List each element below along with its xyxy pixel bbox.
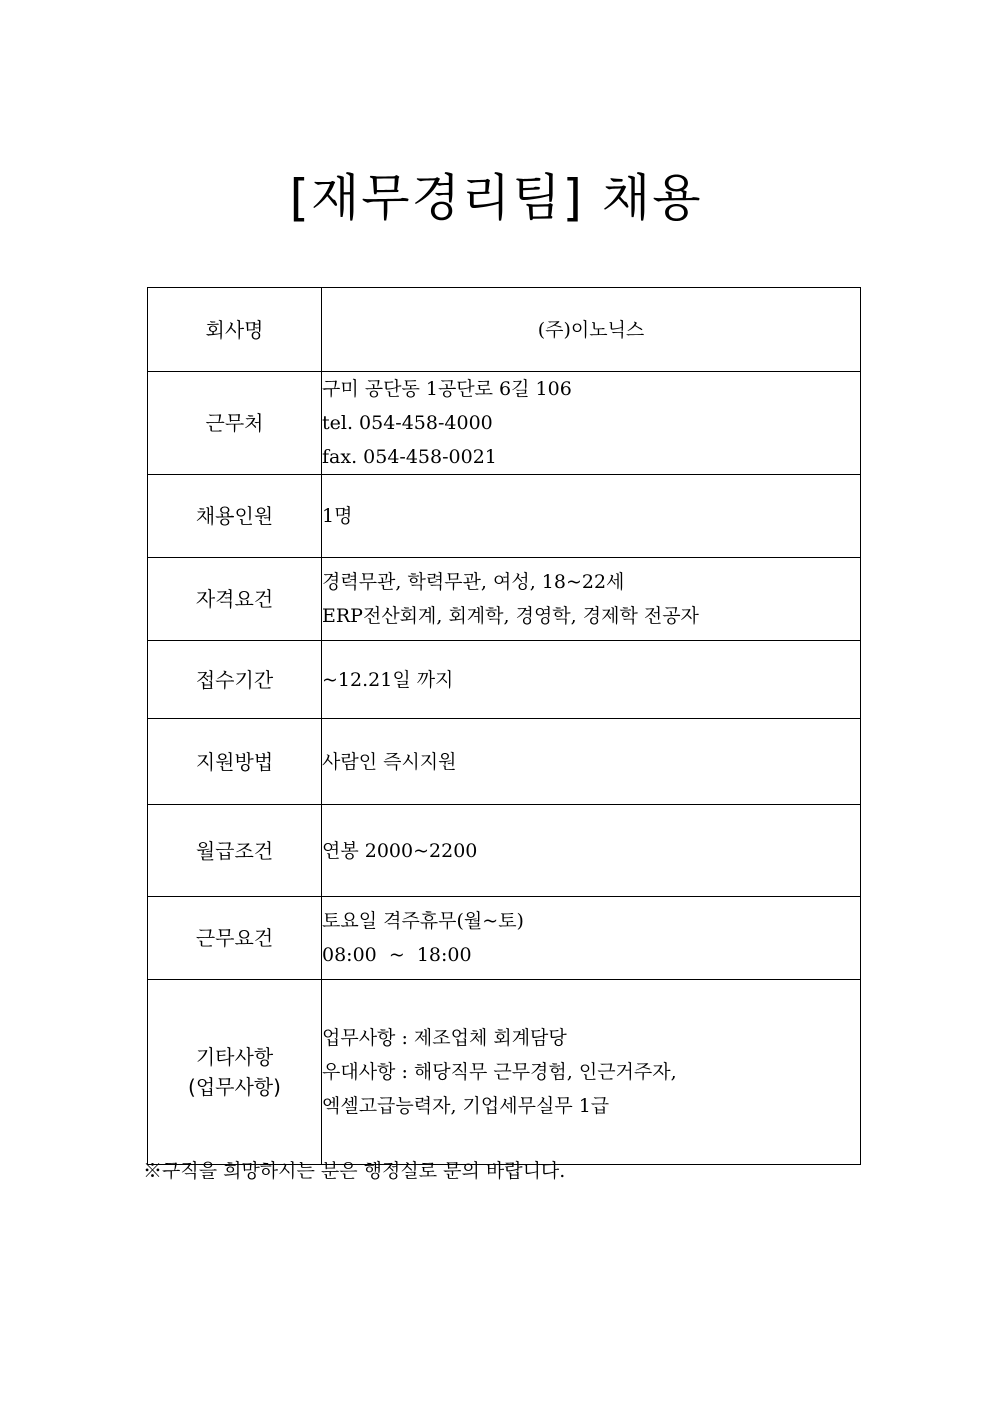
row-label-workplace — [148, 372, 322, 475]
row-value-line: 연봉 2000~2200 — [322, 839, 478, 862]
row-label-headcount — [148, 475, 322, 558]
table-row-other-notes — [148, 980, 861, 1165]
row-value-line: 사람인 즉시지원 — [322, 750, 457, 773]
row-value-other-notes — [322, 980, 861, 1165]
row-value-salary — [322, 805, 861, 897]
row-label-application-period — [148, 641, 322, 719]
row-value-application-method — [322, 719, 861, 805]
row-label-text: 근무처 — [205, 411, 264, 435]
row-value-line: 08:00 ~ 18:00 — [322, 944, 472, 966]
table-row-headcount — [148, 475, 861, 558]
row-label-text: 자격요건 — [195, 587, 274, 611]
row-value-work-conditions — [322, 897, 861, 980]
row-label-work-conditions — [148, 897, 322, 980]
table-row-application-method — [148, 719, 861, 805]
row-value-line: (주)이노닉스 — [537, 318, 645, 341]
row-label-text: 지원방법 — [195, 749, 274, 774]
row-value-line: 구미 공단동 1공단로 6길 106 — [322, 378, 572, 400]
table-row-salary — [148, 805, 861, 897]
row-value-headcount — [322, 475, 861, 558]
row-value-company — [322, 288, 861, 372]
row-label-text: 접수기간 — [195, 667, 274, 692]
row-label-text: 회사명 — [205, 317, 264, 342]
job-info-table — [147, 287, 861, 1165]
row-value-line: 토요일 격주휴무(월~토) — [322, 910, 524, 932]
table-row-work-conditions — [148, 897, 861, 980]
row-value-line: 엑셀고급능력자, 기업세무실무 1급 — [322, 1095, 610, 1117]
table-row-workplace — [148, 372, 861, 475]
row-value-line: 업무사항 : 제조업체 회계담당 — [322, 1027, 567, 1049]
row-label-text: 기타사항 — [195, 1045, 274, 1069]
table-row-application-period — [148, 641, 861, 719]
row-label-text: 채용인원 — [195, 504, 274, 528]
row-value-line: ~12.21일 까지 — [322, 668, 454, 691]
row-label-company — [148, 288, 322, 372]
page-title: [재무경리팀] 채용 — [289, 169, 703, 227]
row-label-other-notes — [148, 980, 322, 1165]
row-label-text: (업무사항) — [188, 1075, 281, 1099]
row-value-application-period — [322, 641, 861, 719]
row-value-line: tel. 054-458-4000 — [322, 412, 493, 434]
row-value-line: ERP전산회계, 회계학, 경영학, 경제학 전공자 — [322, 605, 699, 627]
row-label-application-method — [148, 719, 322, 805]
row-value-line: 경력무관, 학력무관, 여성, 18~22세 — [322, 571, 625, 593]
footnote: ※구직을 희망하시는 분은 행정실로 문의 바랍니다. — [143, 1160, 566, 1182]
row-label-salary — [148, 805, 322, 897]
row-value-qualifications — [322, 558, 861, 641]
row-label-qualifications — [148, 558, 322, 641]
row-label-text: 근무요건 — [195, 926, 274, 950]
row-value-line: 1명 — [322, 505, 353, 527]
row-value-line: fax. 054-458-0021 — [322, 446, 497, 468]
table-row-qualifications — [148, 558, 861, 641]
table-row-company — [148, 288, 861, 372]
row-label-text: 월급조건 — [195, 838, 274, 863]
row-value-line: 우대사항 : 해당직무 근무경험, 인근거주자, — [322, 1061, 677, 1083]
row-value-workplace — [322, 372, 861, 475]
